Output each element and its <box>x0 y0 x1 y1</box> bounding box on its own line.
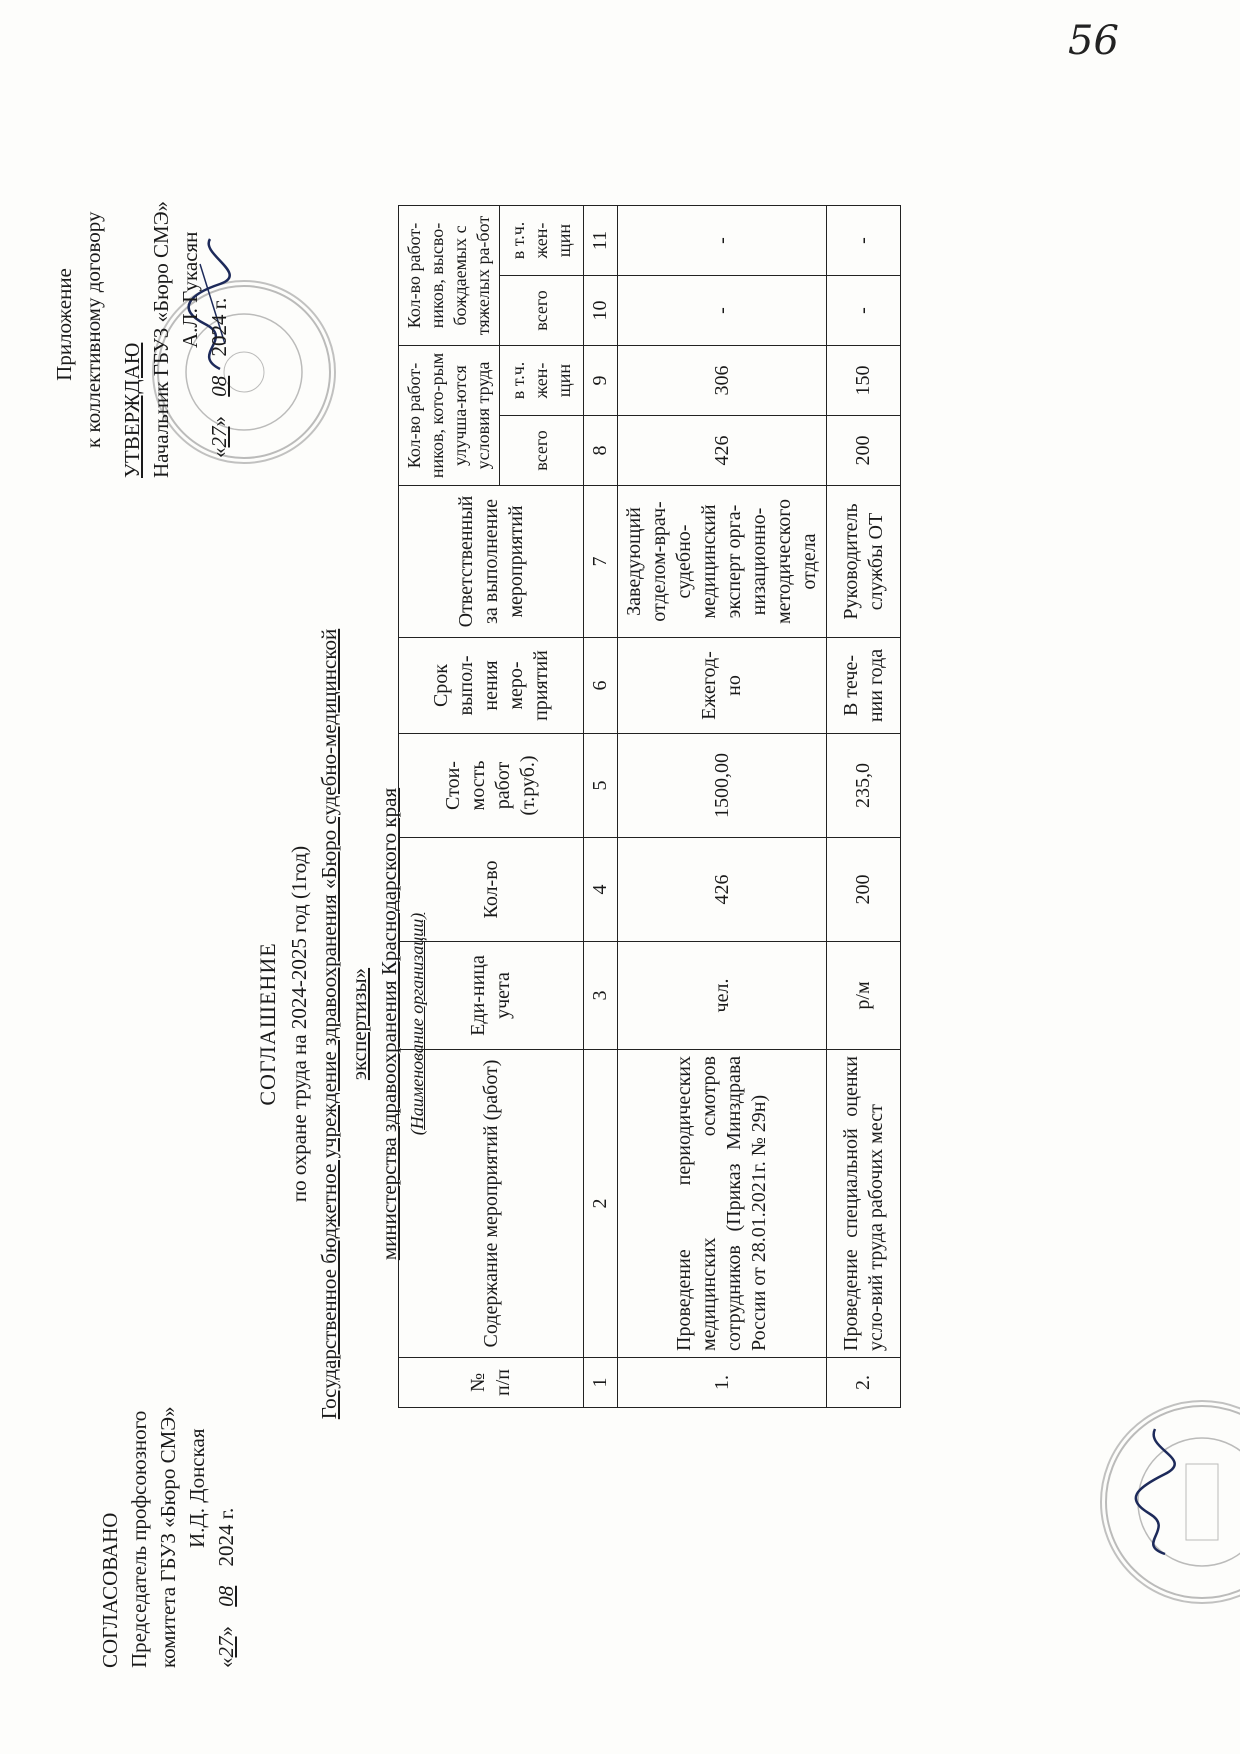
row-content: Проведение периодических медицинских осмотров сотрудников (Приказ Минздрава России от 28.01.2021г. № 29н) <box>618 1050 827 1358</box>
row-term: Ежегод-но <box>618 638 827 734</box>
column-number: 7 <box>584 486 618 638</box>
column-number: 9 <box>584 346 618 416</box>
column-number: 8 <box>584 416 618 486</box>
header-unit: Еди-ница учета <box>399 942 584 1050</box>
approval-month: 08 <box>207 375 231 397</box>
agreer-position: Председатель профсоюзного <box>127 1410 151 1668</box>
row-quantity: 200 <box>827 838 901 942</box>
row-quantity: 426 <box>618 838 827 942</box>
header-released-women: в т.ч. жен-щин <box>500 206 584 276</box>
header-term: Срок выпол-нения меро-приятий <box>399 638 584 734</box>
header-improved: Кол-во работ-ников, кото-рым улучша-ются условия труда <box>399 346 500 486</box>
row-released-women: - <box>618 206 827 276</box>
row-released-total: - <box>827 276 901 346</box>
header-content: Содержание мероприятий (работ) <box>399 1050 584 1358</box>
agreement-month: 08 <box>214 1585 238 1607</box>
agreement-date: «27» 08 2024 г. <box>214 1507 238 1668</box>
header-released: Кол-во работ-ников, высво-бождаемых с тяжелых ра-бот <box>399 206 500 346</box>
column-number: 4 <box>584 838 618 942</box>
row-responsible: Руководитель службы ОТ <box>827 486 901 638</box>
column-number: 5 <box>584 734 618 838</box>
row-improved-women: 150 <box>827 346 901 416</box>
column-number: 1 <box>584 1358 618 1408</box>
column-number: 10 <box>584 276 618 346</box>
agreement-year: 2024 г. <box>214 1507 238 1567</box>
header-improved-women: в т.ч. жен-щин <box>500 346 584 416</box>
appendix-label: Приложение <box>52 268 76 381</box>
column-number: 3 <box>584 942 618 1050</box>
row-improved-women: 306 <box>618 346 827 416</box>
table-row <box>618 206 827 1408</box>
approval-year: 2024 г. <box>207 297 231 357</box>
header-released-total: всего <box>500 276 584 346</box>
agreement-text <box>96 1406 241 1668</box>
document-subtitle: по охране труда на 2024-2025 год (1год) <box>287 845 311 1203</box>
column-number: 2 <box>584 1050 618 1358</box>
header-cost: Стои-мость работ (т.руб.) <box>399 734 584 838</box>
organization-ministry: министерства здравоохранения Краснодарского края <box>377 787 401 1261</box>
header-responsible: Ответственный за выполнение мероприятий <box>399 486 584 638</box>
row-number: 2. <box>827 1358 901 1408</box>
document-title: СОГЛАШЕНИЕ <box>255 942 280 1106</box>
row-cost: 235,0 <box>827 734 901 838</box>
table-header-row <box>399 206 500 1408</box>
row-improved-total: 200 <box>827 416 901 486</box>
agreement-day: 27 <box>214 1636 238 1658</box>
agreed-heading: СОГЛАСОВАНО <box>98 1512 122 1668</box>
table-row <box>827 206 901 1408</box>
row-number: 1. <box>618 1358 827 1408</box>
header-number: № п/п <box>399 1358 584 1408</box>
measures-table <box>398 205 901 1408</box>
appendix-sublabel: к коллективному договору <box>81 211 105 448</box>
header-quantity: Кол-во <box>399 838 584 942</box>
approval-day: 27 <box>207 426 231 448</box>
column-number: 11 <box>584 206 618 276</box>
approver-position: Начальник ГБУЗ «Бюро СМЭ» <box>149 200 173 478</box>
row-released-women: - <box>827 206 901 276</box>
organization-caption: (Наименование организации) <box>407 912 427 1136</box>
approval-date: «27» 08 2024 г. <box>207 297 231 458</box>
agreer-organization: комитета ГБУЗ «Бюро СМЭ» <box>156 1406 180 1668</box>
header-improved-total: всего <box>500 416 584 486</box>
row-responsible: Заведующий отделом-врач-судебно-медицинский эксперт орга-низационно-методического отдела <box>618 486 827 638</box>
agreer-name: И.Д. Донская <box>185 1428 209 1548</box>
approver-name: А.Л. Гукасян <box>178 231 202 348</box>
row-released-total: - <box>618 276 827 346</box>
row-unit: р/м <box>827 942 901 1050</box>
approved-heading: УТВЕРЖДАЮ <box>120 342 144 478</box>
row-content: Проведение специальной оценки усло-вий труда рабочих мест <box>827 1050 901 1358</box>
approval-block <box>50 201 234 478</box>
row-improved-total: 426 <box>618 416 827 486</box>
column-number-row <box>584 206 618 1408</box>
agreer-signature <box>1130 1419 1185 1559</box>
row-cost: 1500,00 <box>618 734 827 838</box>
page-number: 56 <box>1068 18 1119 64</box>
row-unit: чел. <box>618 942 827 1050</box>
row-term: В тече-нии года <box>827 638 901 734</box>
organization-name: Государственное бюджетное учреждение здравоохранения «Бюро судебно-медицинской экспертизы» <box>317 628 371 1420</box>
column-number: 6 <box>584 638 618 734</box>
